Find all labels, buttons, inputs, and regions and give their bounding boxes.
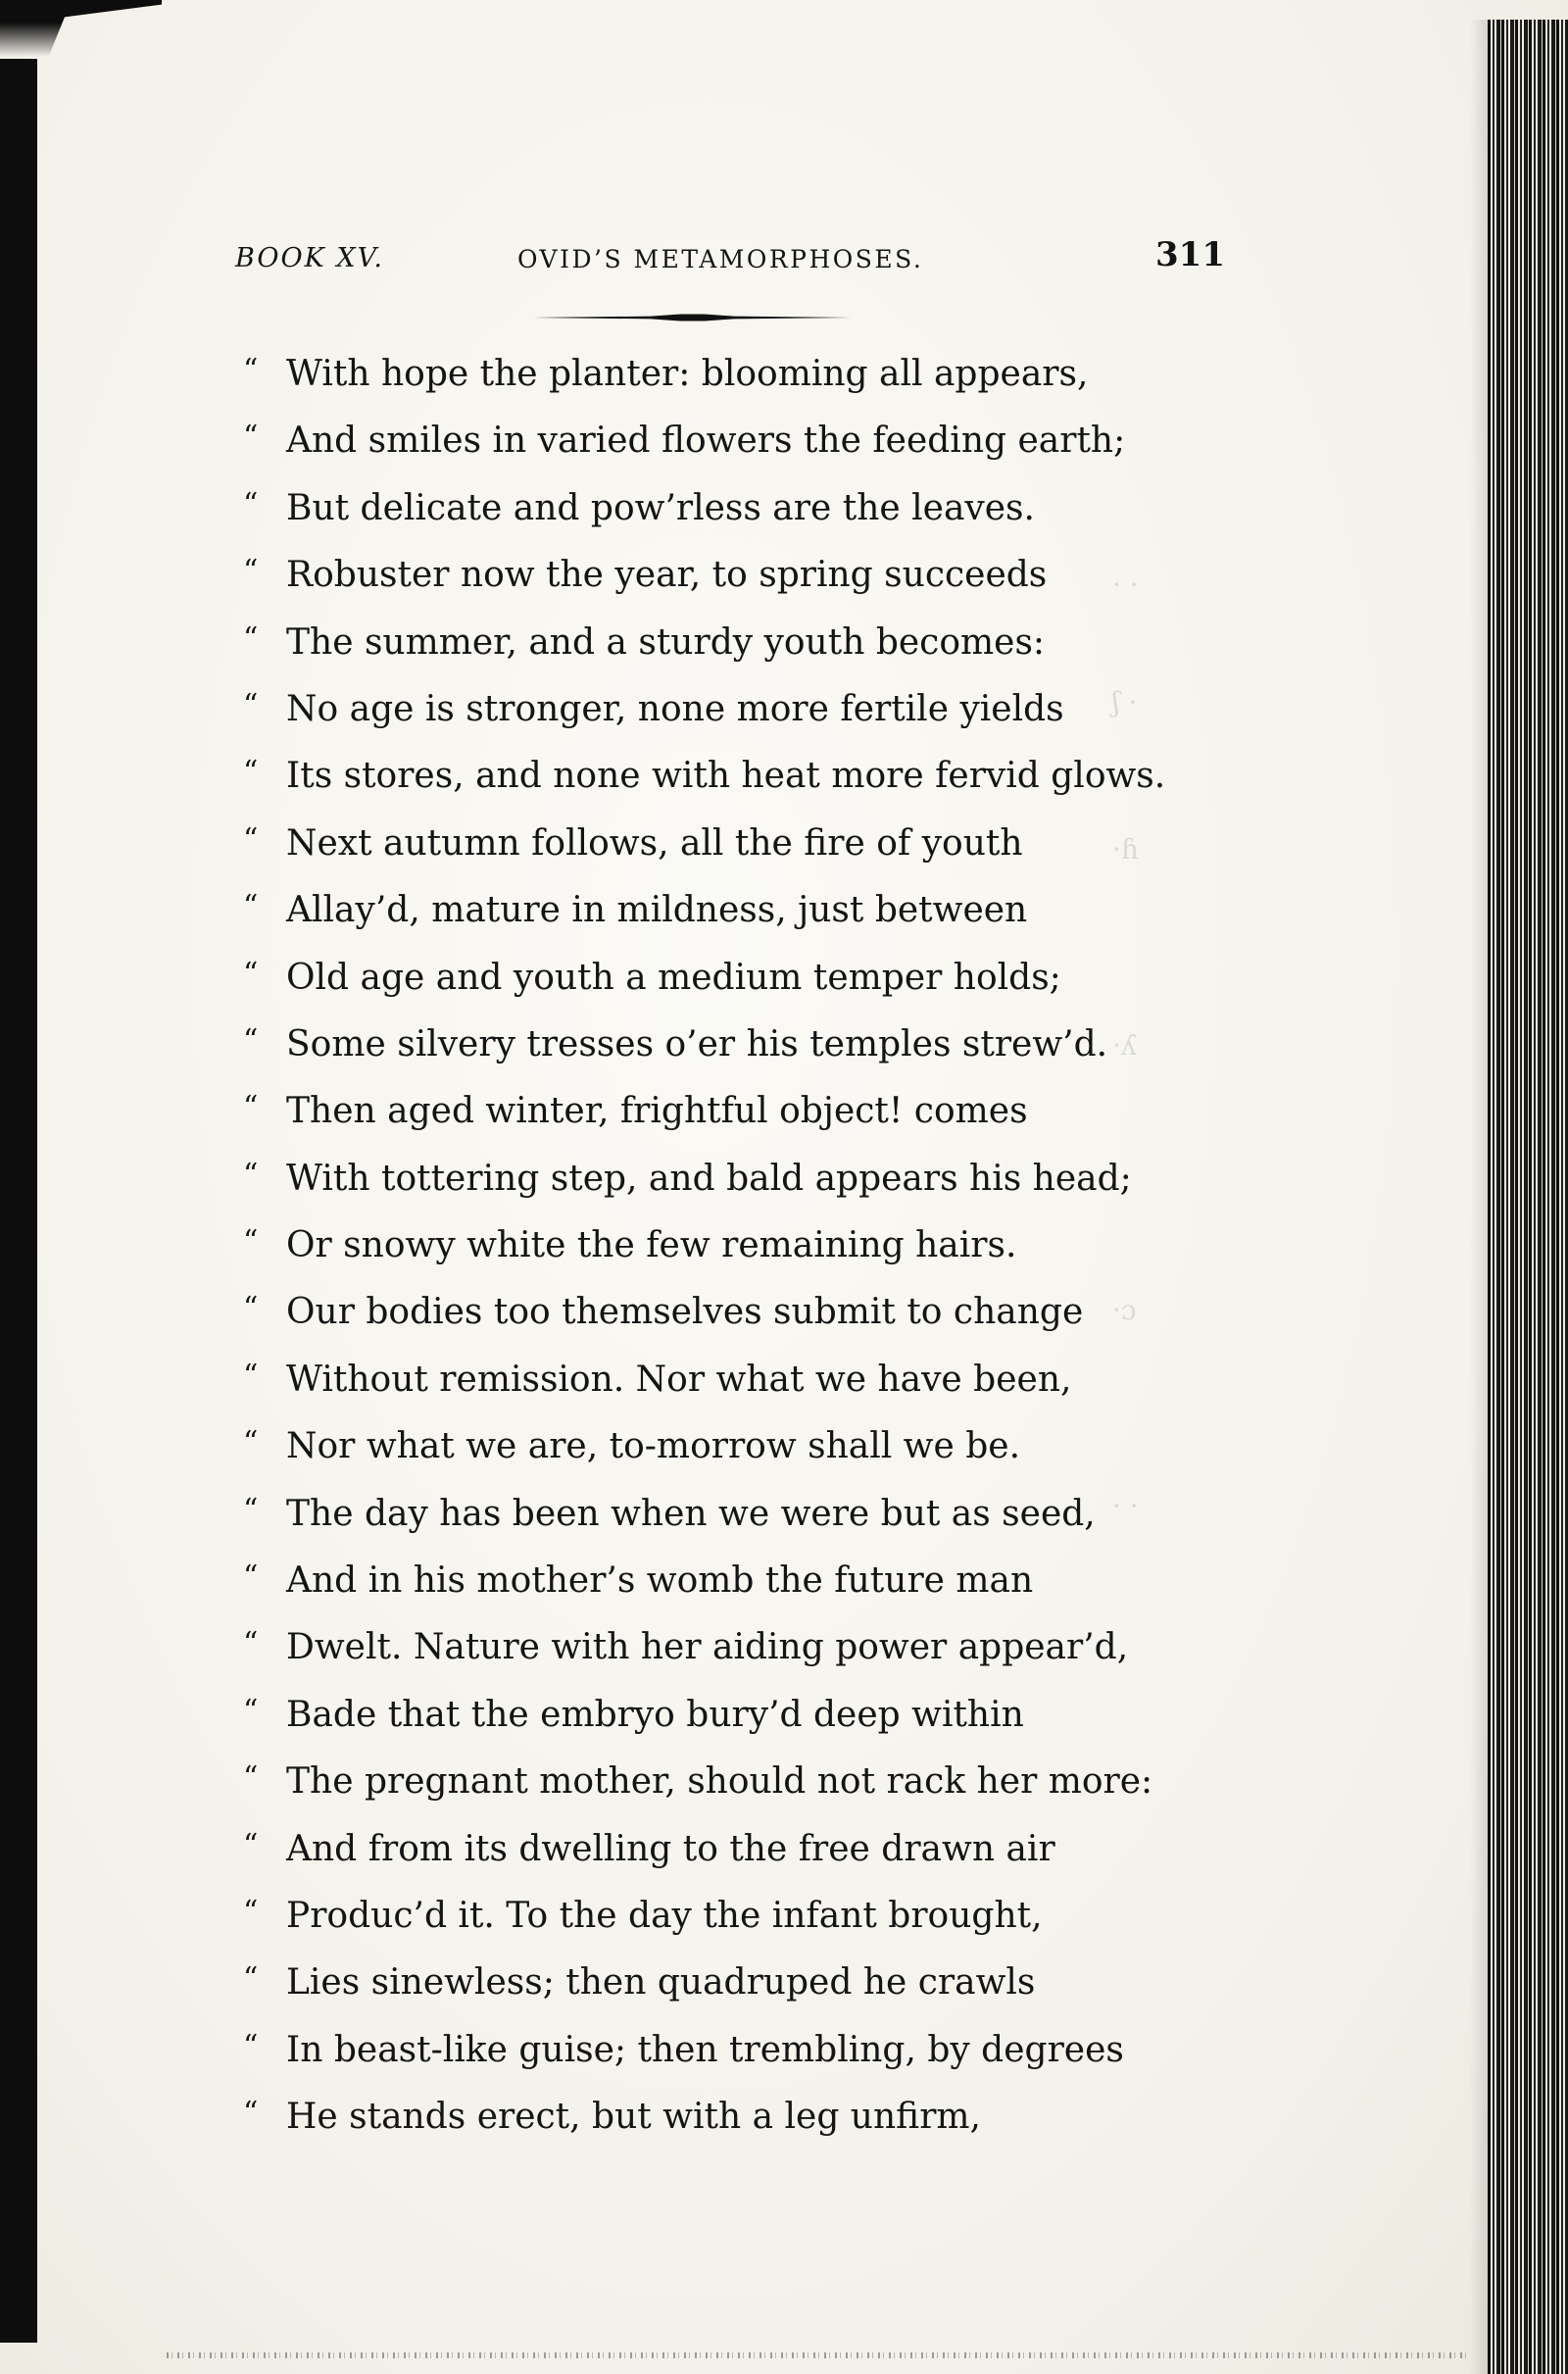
opening-quote-mark: “	[243, 1492, 259, 1527]
verse-line	[243, 1347, 1223, 1413]
verse-line	[243, 1012, 1223, 1078]
opening-quote-mark: “	[243, 1626, 259, 1661]
verse-line	[243, 1816, 1223, 1883]
verse-line	[243, 1950, 1223, 2016]
verse-line-text: No age is stronger, none more fertile yields	[286, 688, 1064, 729]
show-through-mark: ʃ ·	[1112, 686, 1138, 718]
verse-line	[243, 2084, 1223, 2151]
show-through-mark: ·ɦ	[1112, 833, 1139, 866]
ornamental-rule	[533, 314, 852, 321]
opening-quote-mark: “	[243, 687, 259, 722]
verse-line	[243, 1548, 1223, 1614]
verse-line	[243, 1682, 1223, 1749]
verse-line	[243, 1749, 1223, 1815]
verse-line-text: Then aged winter, frightful object! comes	[286, 1091, 1028, 1132]
verse-line-text: Nor what we are, to-morrow shall we be.	[286, 1426, 1021, 1467]
opening-quote-mark: “	[243, 889, 259, 924]
verse-block	[243, 341, 1223, 2151]
book-title: OVID’S METAMORPHOSES.	[517, 245, 924, 273]
verse-line	[243, 877, 1223, 944]
opening-quote-mark: “	[243, 2028, 259, 2063]
verse-line	[243, 2017, 1223, 2084]
verse-line-text: Old age and youth a medium temper holds;	[286, 957, 1061, 998]
verse-line-text: The summer, and a sturdy youth becomes:	[286, 621, 1046, 663]
verse-line	[243, 341, 1223, 408]
opening-quote-mark: “	[243, 1894, 259, 1929]
verse-line	[243, 475, 1223, 542]
verse-line	[243, 1146, 1223, 1212]
opening-quote-mark: “	[243, 620, 259, 656]
opening-quote-mark: “	[243, 554, 259, 589]
opening-quote-mark: “	[243, 821, 259, 857]
opening-quote-mark: “	[243, 1425, 259, 1460]
opening-quote-mark: “	[243, 2096, 259, 2131]
opening-quote-mark: “	[243, 353, 259, 387]
verse-line-text: The day has been when we were but as seed,	[286, 1493, 1096, 1534]
verse-line-text: Or snowy white the few remaining hairs.	[286, 1225, 1017, 1266]
opening-quote-mark: “	[243, 1693, 259, 1728]
verse-line	[243, 1078, 1223, 1145]
opening-quote-mark: “	[243, 486, 259, 521]
running-head	[235, 235, 1225, 280]
verse-line	[243, 610, 1223, 676]
verse-line-text: Without remission. Nor what we have been,	[286, 1359, 1072, 1400]
show-through-mark: ·ɔ	[1112, 1294, 1137, 1326]
opening-quote-mark: “	[243, 1559, 259, 1595]
verse-line-text: Bade that the embryo bury’d deep within	[286, 1694, 1024, 1735]
verse-line-text: Lies sinewless; then quadruped he crawls	[286, 1962, 1036, 2003]
bottom-edge-specks	[167, 2352, 1470, 2358]
verse-line	[243, 811, 1223, 877]
verse-line	[243, 1614, 1223, 1681]
show-through-mark: ·ʎ	[1112, 1029, 1137, 1062]
opening-quote-mark: “	[243, 1760, 259, 1796]
page-number: 311	[1155, 235, 1225, 274]
verse-line-text: With tottering step, and bald appears his head;	[286, 1158, 1132, 1199]
verse-line-text: Some silvery tresses o’er his temples strew’d.	[286, 1023, 1108, 1064]
verse-line	[243, 1212, 1223, 1279]
verse-line-text: He stands erect, but with a leg unfirm,	[286, 2097, 981, 2138]
opening-quote-mark: “	[243, 1224, 259, 1260]
verse-line-text: Allay’d, mature in mildness, just between	[286, 890, 1028, 931]
verse-line	[243, 1883, 1223, 1950]
verse-line-text: Our bodies too themselves submit to change	[286, 1292, 1084, 1333]
show-through-mark: · ·	[1112, 569, 1139, 601]
right-page-edges	[1488, 20, 1568, 2374]
verse-line-text: The pregnant mother, should not rack her more:	[286, 1761, 1153, 1803]
verse-line	[243, 408, 1223, 474]
verse-line-text: And smiles in varied flowers the feeding earth;	[286, 420, 1126, 462]
verse-line-text: Dwelt. Nature with her aiding power appear’d,	[286, 1627, 1129, 1668]
verse-line-text: And in his mother’s womb the future man	[286, 1560, 1034, 1602]
verse-line	[243, 743, 1223, 810]
verse-line-text: And from its dwelling to the free drawn air	[286, 1828, 1055, 1869]
verse-line	[243, 542, 1223, 609]
page-corner-shadow	[0, 0, 162, 57]
verse-line-text: Produc’d it. To the day the infant brought,	[286, 1895, 1043, 1936]
opening-quote-mark: “	[243, 1090, 259, 1125]
verse-line	[243, 676, 1223, 743]
opening-quote-mark: “	[243, 1291, 259, 1326]
verse-line	[243, 1481, 1223, 1548]
opening-quote-mark: “	[243, 1157, 259, 1192]
verse-line	[243, 1279, 1223, 1346]
opening-quote-mark: “	[243, 1022, 259, 1058]
opening-quote-mark: “	[243, 956, 259, 991]
verse-line	[243, 1413, 1223, 1480]
opening-quote-mark: “	[243, 1827, 259, 1862]
verse-line-text: Its stores, and none with heat more fervid glows.	[286, 756, 1166, 797]
opening-quote-mark: “	[243, 420, 259, 455]
header-rule	[533, 314, 852, 320]
verse-line-text: But delicate and pow’rless are the leaves.	[286, 487, 1035, 528]
verse-line-text: Robuster now the year, to spring succeeds	[286, 555, 1048, 596]
left-page-edge	[0, 59, 37, 2343]
opening-quote-mark: “	[243, 1961, 259, 1997]
verse-line-text: With hope the planter: blooming all appears,	[286, 354, 1089, 394]
opening-quote-mark: “	[243, 1358, 259, 1393]
show-through-mark: · ·	[1112, 1490, 1139, 1522]
verse-line	[243, 945, 1223, 1012]
right-edge-shadow	[1470, 20, 1490, 2374]
opening-quote-mark: “	[243, 755, 259, 790]
verse-line-text: Next autumn follows, all the fire of youth	[286, 822, 1023, 864]
book-number: BOOK XV.	[235, 243, 384, 273]
verse-line-text: In beast-like guise; then trembling, by degrees	[286, 2029, 1124, 2070]
